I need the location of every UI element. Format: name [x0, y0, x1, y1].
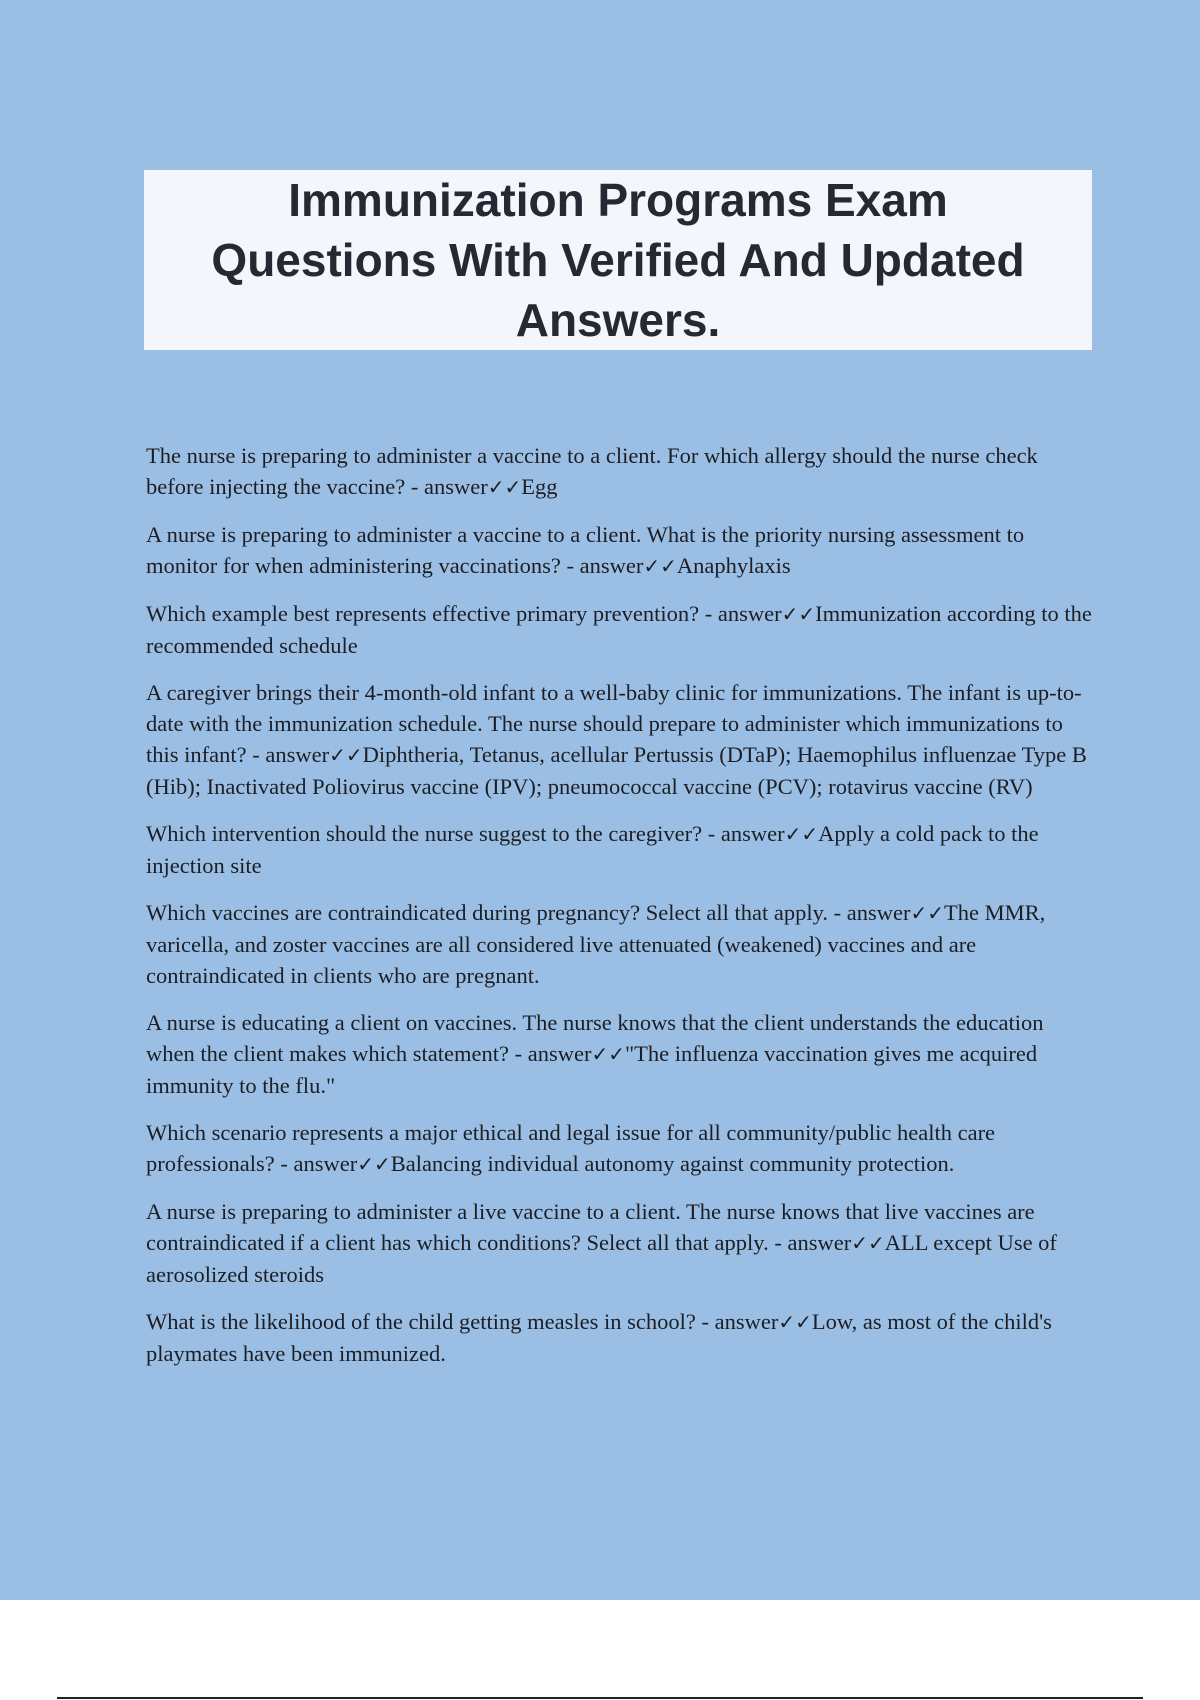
double-check-icon: ✓✓: [781, 602, 816, 626]
double-check-icon: ✓✓: [329, 743, 363, 767]
double-check-icon: ✓✓: [357, 1152, 391, 1176]
double-check-icon: ✓✓: [591, 1042, 625, 1066]
answer-text: Balancing individual autonomy against community protection.: [390, 1151, 955, 1176]
qa-item: [146, 818, 1092, 881]
answer-marker: - answer: [699, 601, 782, 626]
answer-marker: - answer: [695, 1309, 779, 1334]
answer-marker: - answer: [560, 553, 644, 578]
double-check-icon: ✓✓: [851, 1231, 885, 1255]
answer-text: Apply a cold pack to the injection site: [146, 821, 1039, 878]
double-check-icon: ✓✓: [643, 554, 677, 578]
qa-list: [146, 440, 1092, 1385]
qa-item: [146, 1117, 1092, 1180]
question-text: A caregiver brings their 4-month-old infant to a well-baby clinic for immunizations. The infant is up-to-date with the immunization schedule. The nurse should prepare to administer which immunizations to this infant?: [146, 680, 1082, 767]
answer-text: The MMR, varicella, and zoster vaccines are all considered live attenuated (weakened) vaccines and are contraindicated in clients who are pregnant.: [146, 900, 1046, 988]
qa-item: [146, 440, 1092, 503]
question-text: Which vaccines are contraindicated during pregnancy? Select all that apply.: [146, 900, 828, 925]
title-box: [144, 170, 1092, 350]
question-text: A nurse is educating a client on vaccines. The nurse knows that the client understands the education when the client makes which statement?: [146, 1010, 1044, 1066]
double-check-icon: ✓✓: [784, 822, 819, 846]
answer-marker: - answer: [768, 1230, 852, 1255]
double-check-icon: ✓✓: [910, 901, 944, 925]
answer-marker: - answer: [828, 900, 911, 925]
bottom-divider: [57, 1697, 1143, 1699]
qa-item: [146, 677, 1092, 802]
double-check-icon: ✓✓: [778, 1310, 812, 1334]
answer-text: Anaphylaxis: [676, 553, 791, 578]
question-text: A nurse is preparing to administer a live vaccine to a client. The nurse knows that live vaccines are contraindicated if a client has which conditions? Select all that apply.: [146, 1199, 1035, 1255]
question-text: What is the likelihood of the child getting measles in school?: [146, 1309, 696, 1334]
answer-marker: - answer: [274, 1151, 358, 1176]
document-title: Immunization Programs Exam Questions With Verified And Updated Answers.: [211, 174, 1025, 346]
answer-text: ALL except Use of aerosolized steroids: [146, 1230, 1057, 1287]
answer-text: Egg: [521, 474, 558, 499]
answer-text: Immunization according to the recommended schedule: [146, 601, 1092, 658]
double-check-icon: ✓✓: [487, 475, 522, 499]
qa-item: [146, 1196, 1092, 1290]
question-text: Which example best represents effective primary prevention?: [146, 601, 700, 626]
qa-item: [146, 897, 1092, 991]
answer-marker: - answer: [246, 742, 330, 767]
qa-item: [146, 598, 1092, 661]
answer-marker: - answer: [405, 474, 488, 499]
qa-item: [146, 519, 1092, 582]
question-text: A nurse is preparing to administer a vaccine to a client. What is the priority nursing assessment to monitor for when administering vaccinations?: [146, 522, 1025, 578]
answer-text: Low, as most of the child's playmates have been immunized.: [146, 1309, 1052, 1366]
answer-text: "The influenza vaccination gives me acquired immunity to the flu.": [146, 1041, 1038, 1098]
qa-item: [146, 1007, 1092, 1101]
question-text: Which scenario represents a major ethical and legal issue for all community/public health care professionals?: [146, 1120, 996, 1176]
answer-marker: - answer: [702, 821, 785, 846]
answer-marker: - answer: [509, 1041, 592, 1066]
question-text: The nurse is preparing to administer a vaccine to a client. For which allergy should the nurse check before injecting the vaccine?: [146, 443, 1038, 499]
qa-item: [146, 1306, 1092, 1369]
question-text: Which intervention should the nurse suggest to the caregiver?: [146, 821, 703, 846]
answer-text: Diphtheria, Tetanus, acellular Pertussis (DTaP); Haemophilus influenzae Type B (Hib); Inactivated Poliovirus vaccine (IPV); pneumococcal vaccine (PCV); rotavirus vaccine (RV): [146, 742, 1087, 799]
